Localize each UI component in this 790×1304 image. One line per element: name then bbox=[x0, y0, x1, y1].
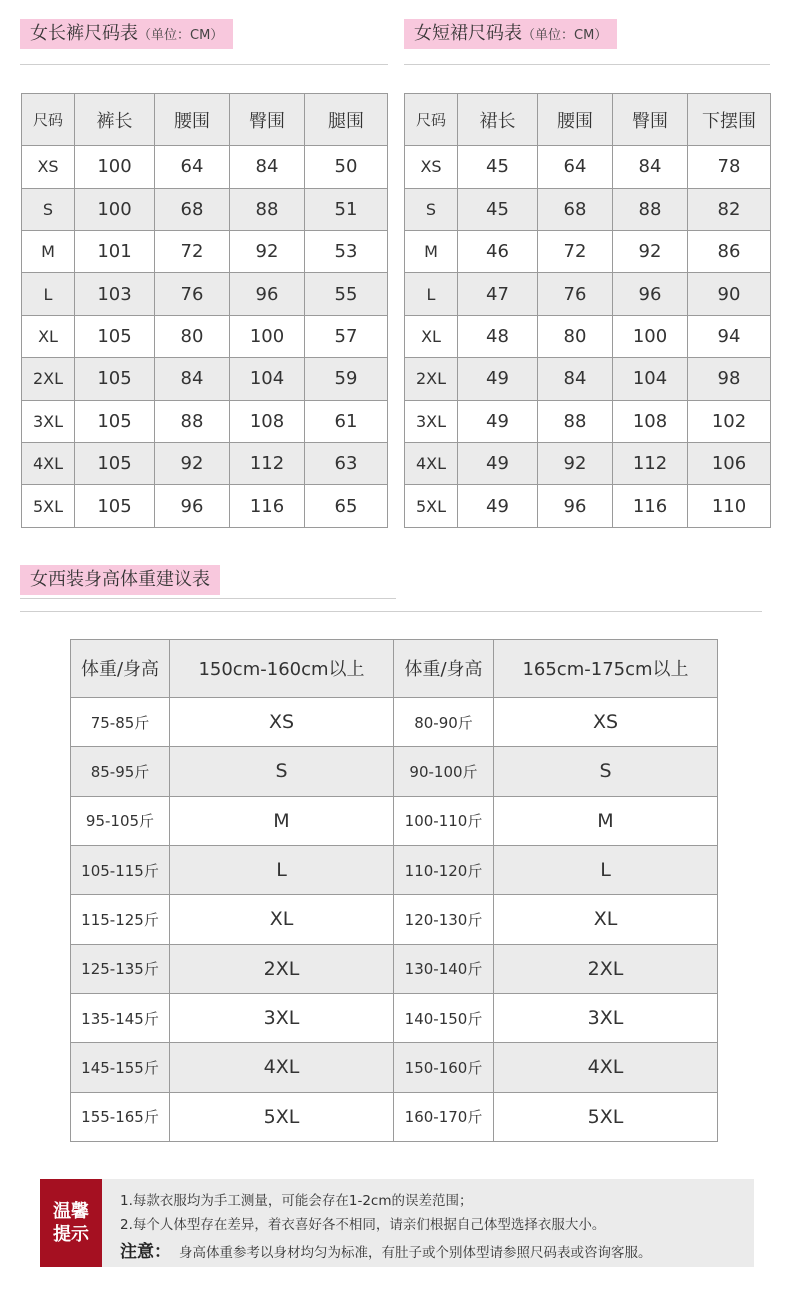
skirt-cell: 102 bbox=[688, 400, 771, 442]
pants-cell: 61 bbox=[305, 400, 388, 442]
skirt-unit-text: （单位：CM） bbox=[522, 28, 608, 43]
skirt-cell: 80 bbox=[538, 315, 613, 357]
pants-cell: XS bbox=[22, 146, 75, 188]
recommend-cell: 100-110斤 bbox=[394, 796, 494, 845]
recommend-cell: 140-150斤 bbox=[394, 993, 494, 1042]
skirt-cell: 68 bbox=[538, 188, 613, 230]
recommend-row bbox=[71, 895, 718, 944]
pants-cell: 3XL bbox=[22, 400, 75, 442]
pants-title-rule bbox=[20, 64, 388, 65]
pants-cell: 103 bbox=[75, 273, 155, 315]
skirt-row bbox=[405, 443, 771, 485]
skirt-cell: 48 bbox=[458, 315, 538, 357]
pants-cell: 84 bbox=[155, 358, 230, 400]
skirt-header-cell: 下摆围 bbox=[688, 94, 771, 146]
recommend-row bbox=[71, 845, 718, 894]
recommend-cell: 120-130斤 bbox=[394, 895, 494, 944]
pants-cell: XL bbox=[22, 315, 75, 357]
skirt-cell: 94 bbox=[688, 315, 771, 357]
recommend-long-rule bbox=[20, 611, 762, 612]
skirt-cell: 116 bbox=[613, 485, 688, 528]
pants-cell: 2XL bbox=[22, 358, 75, 400]
recommend-title-text: 女西装身高体重建议表 bbox=[30, 569, 210, 590]
pants-cell: 104 bbox=[230, 358, 305, 400]
skirt-header-cell: 尺码 bbox=[405, 94, 458, 146]
recommend-cell: 150-160斤 bbox=[394, 1043, 494, 1092]
skirt-cell: 78 bbox=[688, 146, 771, 188]
pants-cell: 80 bbox=[155, 315, 230, 357]
skirt-row bbox=[405, 358, 771, 400]
recommend-row bbox=[71, 796, 718, 845]
pants-cell: 92 bbox=[230, 230, 305, 272]
pants-cell: L bbox=[22, 273, 75, 315]
pants-cell: 53 bbox=[305, 230, 388, 272]
recommend-cell: 5XL bbox=[494, 1092, 718, 1141]
pants-cell: 105 bbox=[75, 443, 155, 485]
recommend-header-cell: 150cm-160cm以上 bbox=[170, 640, 394, 698]
recommend-cell: 145-155斤 bbox=[71, 1043, 170, 1092]
pants-row bbox=[22, 230, 388, 272]
pants-cell: 88 bbox=[230, 188, 305, 230]
pants-row bbox=[22, 443, 388, 485]
skirt-row bbox=[405, 485, 771, 528]
recommend-cell: 135-145斤 bbox=[71, 993, 170, 1042]
recommend-row bbox=[71, 993, 718, 1042]
skirt-cell: 108 bbox=[613, 400, 688, 442]
recommend-cell: 3XL bbox=[494, 993, 718, 1042]
tips-box bbox=[40, 1179, 754, 1267]
skirt-cell: 98 bbox=[688, 358, 771, 400]
skirt-header-cell: 裙长 bbox=[458, 94, 538, 146]
skirt-cell: 45 bbox=[458, 188, 538, 230]
pants-header-row bbox=[22, 94, 388, 146]
skirt-cell: M bbox=[405, 230, 458, 272]
pants-cell: 76 bbox=[155, 273, 230, 315]
pants-cell: 96 bbox=[155, 485, 230, 528]
skirt-header-cell: 腰围 bbox=[538, 94, 613, 146]
recommend-row bbox=[71, 747, 718, 796]
pants-cell: 92 bbox=[155, 443, 230, 485]
pants-header-cell: 腰围 bbox=[155, 94, 230, 146]
skirt-row bbox=[405, 188, 771, 230]
recommend-header-cell: 165cm-175cm以上 bbox=[494, 640, 718, 698]
pants-row bbox=[22, 188, 388, 230]
skirt-cell: 3XL bbox=[405, 400, 458, 442]
pants-cell: 105 bbox=[75, 358, 155, 400]
skirt-cell: 90 bbox=[688, 273, 771, 315]
skirt-cell: XL bbox=[405, 315, 458, 357]
recommend-title-rule bbox=[20, 598, 396, 599]
pants-row bbox=[22, 273, 388, 315]
skirt-cell: 112 bbox=[613, 443, 688, 485]
recommend-cell: 115-125斤 bbox=[71, 895, 170, 944]
recommend-row bbox=[71, 697, 718, 746]
recommend-chart-title bbox=[20, 565, 220, 595]
pants-cell: 105 bbox=[75, 315, 155, 357]
pants-cell: 105 bbox=[75, 400, 155, 442]
recommend-cell: 2XL bbox=[170, 944, 394, 993]
skirt-row bbox=[405, 315, 771, 357]
skirt-row bbox=[405, 400, 771, 442]
skirt-cell: 2XL bbox=[405, 358, 458, 400]
recommend-row bbox=[71, 1043, 718, 1092]
pants-cell: 57 bbox=[305, 315, 388, 357]
recommend-cell: XS bbox=[494, 697, 718, 746]
skirt-cell: 88 bbox=[538, 400, 613, 442]
skirt-header-row bbox=[405, 94, 771, 146]
pants-row bbox=[22, 485, 388, 528]
pants-cell: 63 bbox=[305, 443, 388, 485]
height-weight-recommend-table bbox=[70, 639, 718, 1142]
pants-cell: 65 bbox=[305, 485, 388, 528]
pants-cell: 108 bbox=[230, 400, 305, 442]
pants-cell: 55 bbox=[305, 273, 388, 315]
skirt-title-rule bbox=[404, 64, 770, 65]
skirt-cell: 88 bbox=[613, 188, 688, 230]
pants-row bbox=[22, 358, 388, 400]
pants-title-text: 女长裤尺码表 bbox=[30, 23, 138, 44]
recommend-cell: 105-115斤 bbox=[71, 845, 170, 894]
skirt-cell: S bbox=[405, 188, 458, 230]
recommend-cell: 95-105斤 bbox=[71, 796, 170, 845]
pants-row bbox=[22, 315, 388, 357]
recommend-row bbox=[71, 1092, 718, 1141]
pants-cell: 4XL bbox=[22, 443, 75, 485]
recommend-cell: 155-165斤 bbox=[71, 1092, 170, 1141]
recommend-cell: 160-170斤 bbox=[394, 1092, 494, 1141]
skirt-cell: XS bbox=[405, 146, 458, 188]
pants-cell: 105 bbox=[75, 485, 155, 528]
pants-cell: 112 bbox=[230, 443, 305, 485]
skirt-cell: 104 bbox=[613, 358, 688, 400]
pants-cell: 100 bbox=[75, 146, 155, 188]
recommend-cell: 110-120斤 bbox=[394, 845, 494, 894]
pants-cell: 5XL bbox=[22, 485, 75, 528]
recommend-header-cell: 体重/身高 bbox=[71, 640, 170, 698]
skirt-cell: 76 bbox=[538, 273, 613, 315]
skirt-cell: 96 bbox=[538, 485, 613, 528]
tips-badge: 温馨提示 bbox=[40, 1179, 102, 1267]
recommend-cell: L bbox=[170, 845, 394, 894]
recommend-cell: 85-95斤 bbox=[71, 747, 170, 796]
pants-cell: 88 bbox=[155, 400, 230, 442]
pants-cell: M bbox=[22, 230, 75, 272]
skirt-cell: L bbox=[405, 273, 458, 315]
skirt-cell: 47 bbox=[458, 273, 538, 315]
skirt-cell: 84 bbox=[538, 358, 613, 400]
skirt-cell: 4XL bbox=[405, 443, 458, 485]
skirt-cell: 72 bbox=[538, 230, 613, 272]
recommend-cell: M bbox=[494, 796, 718, 845]
recommend-cell: 3XL bbox=[170, 993, 394, 1042]
recommend-row bbox=[71, 944, 718, 993]
pants-cell: 72 bbox=[155, 230, 230, 272]
skirt-cell: 106 bbox=[688, 443, 771, 485]
pants-cell: 51 bbox=[305, 188, 388, 230]
recommend-cell: S bbox=[170, 747, 394, 796]
pants-header-cell: 腿围 bbox=[305, 94, 388, 146]
tip-line-1: 1.每款衣服均为手工测量，可能会存在1-2cm的误差范围； bbox=[120, 1193, 473, 1209]
skirt-cell: 100 bbox=[613, 315, 688, 357]
pants-cell: 84 bbox=[230, 146, 305, 188]
pants-cell: S bbox=[22, 188, 75, 230]
skirt-cell: 64 bbox=[538, 146, 613, 188]
recommend-cell: XL bbox=[494, 895, 718, 944]
recommend-cell: XL bbox=[170, 895, 394, 944]
pants-header-cell: 裤长 bbox=[75, 94, 155, 146]
recommend-cell: 130-140斤 bbox=[394, 944, 494, 993]
pants-cell: 101 bbox=[75, 230, 155, 272]
recommend-cell: S bbox=[494, 747, 718, 796]
pants-cell: 64 bbox=[155, 146, 230, 188]
skirt-cell: 86 bbox=[688, 230, 771, 272]
recommend-cell: 4XL bbox=[494, 1043, 718, 1092]
skirt-header-cell: 臀围 bbox=[613, 94, 688, 146]
tip-line-2: 2.每个人体型存在差异，着衣喜好各不相同，请亲们根据自己体型选择衣服大小。 bbox=[120, 1217, 606, 1233]
pants-cell: 59 bbox=[305, 358, 388, 400]
pants-header-cell: 臀围 bbox=[230, 94, 305, 146]
pants-row bbox=[22, 400, 388, 442]
recommend-cell: 2XL bbox=[494, 944, 718, 993]
skirt-row bbox=[405, 230, 771, 272]
note-text: 身高体重参考以身材均匀为标准，有肚子或个别体型请参照尺码表或咨询客服。 bbox=[179, 1245, 652, 1261]
pants-cell: 100 bbox=[75, 188, 155, 230]
skirt-cell: 49 bbox=[458, 443, 538, 485]
recommend-header-cell: 体重/身高 bbox=[394, 640, 494, 698]
recommend-cell: 125-135斤 bbox=[71, 944, 170, 993]
pants-cell: 68 bbox=[155, 188, 230, 230]
recommend-cell: XS bbox=[170, 697, 394, 746]
skirt-cell: 46 bbox=[458, 230, 538, 272]
skirt-cell: 49 bbox=[458, 485, 538, 528]
pants-size-table bbox=[21, 93, 388, 528]
pants-cell: 96 bbox=[230, 273, 305, 315]
skirt-row bbox=[405, 273, 771, 315]
skirt-cell: 92 bbox=[613, 230, 688, 272]
pants-cell: 50 bbox=[305, 146, 388, 188]
skirt-cell: 49 bbox=[458, 358, 538, 400]
pants-cell: 116 bbox=[230, 485, 305, 528]
note-label: 注意： bbox=[120, 1242, 171, 1262]
recommend-cell: 4XL bbox=[170, 1043, 394, 1092]
pants-header-cell: 尺码 bbox=[22, 94, 75, 146]
skirt-cell: 84 bbox=[613, 146, 688, 188]
pants-unit-text: （单位：CM） bbox=[138, 28, 224, 43]
skirt-cell: 92 bbox=[538, 443, 613, 485]
skirt-cell: 45 bbox=[458, 146, 538, 188]
skirt-cell: 5XL bbox=[405, 485, 458, 528]
skirt-title-text: 女短裙尺码表 bbox=[414, 23, 522, 44]
pants-cell: 100 bbox=[230, 315, 305, 357]
recommend-cell: L bbox=[494, 845, 718, 894]
pants-size-chart-title bbox=[20, 19, 233, 49]
skirt-cell: 110 bbox=[688, 485, 771, 528]
skirt-cell: 96 bbox=[613, 273, 688, 315]
skirt-size-table bbox=[404, 93, 771, 528]
recommend-cell: M bbox=[170, 796, 394, 845]
pants-row bbox=[22, 146, 388, 188]
tip-note bbox=[120, 1237, 652, 1262]
skirt-size-chart-title bbox=[404, 19, 617, 49]
recommend-cell: 5XL bbox=[170, 1092, 394, 1141]
skirt-row bbox=[405, 146, 771, 188]
skirt-cell: 82 bbox=[688, 188, 771, 230]
recommend-cell: 80-90斤 bbox=[394, 697, 494, 746]
recommend-cell: 90-100斤 bbox=[394, 747, 494, 796]
recommend-header-row bbox=[71, 640, 718, 698]
skirt-cell: 49 bbox=[458, 400, 538, 442]
recommend-cell: 75-85斤 bbox=[71, 697, 170, 746]
